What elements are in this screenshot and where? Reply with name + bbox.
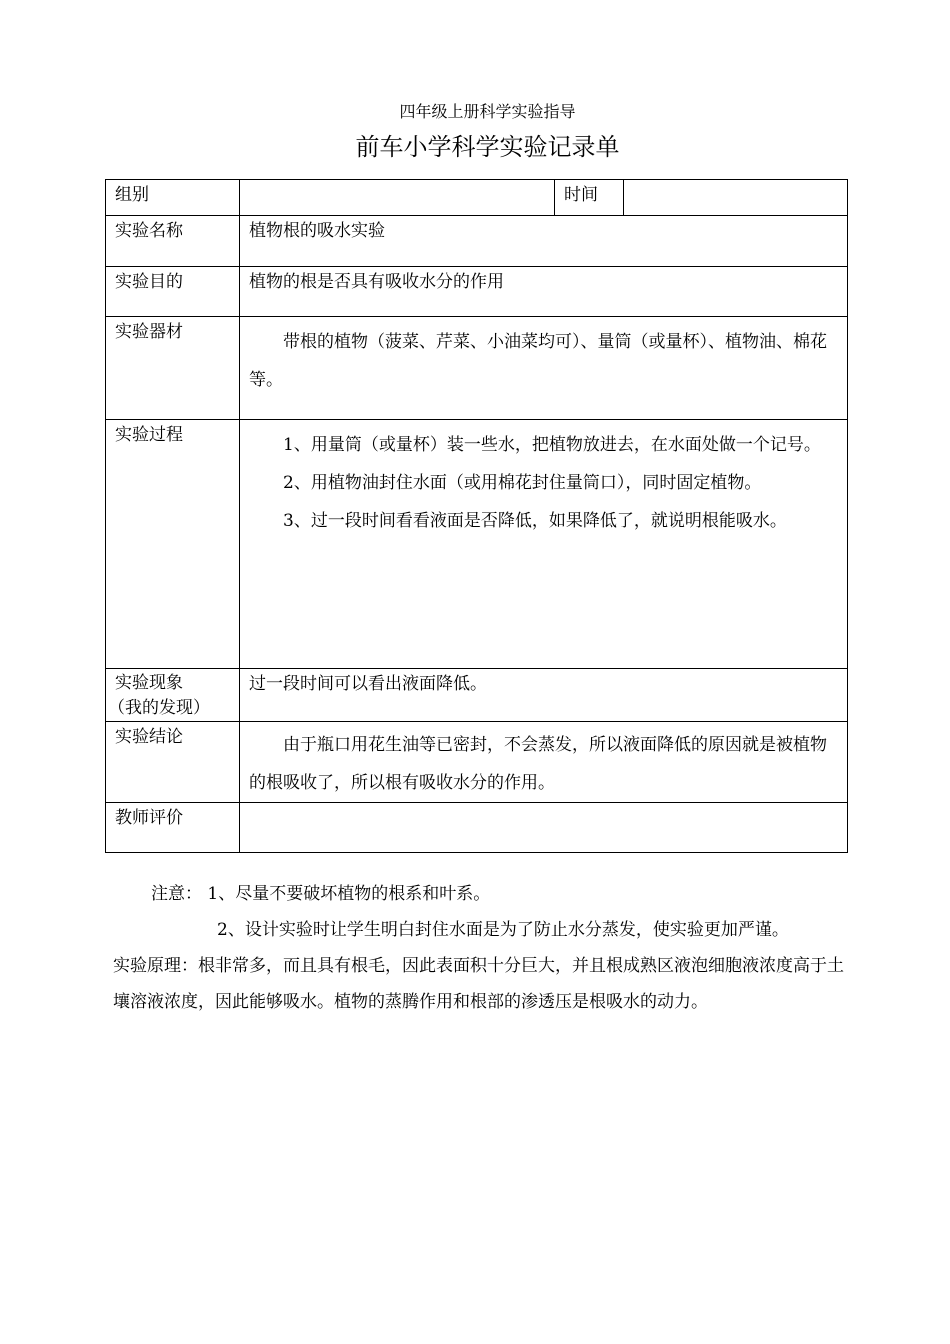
evaluation-label: 教师评价 — [106, 803, 240, 853]
materials-cell — [240, 317, 848, 420]
row-name — [106, 216, 848, 267]
phenomenon-label-line1: 实验现象 — [115, 673, 183, 693]
purpose-value: 植物的根是否具有吸收水分的作用 — [240, 267, 848, 317]
materials-label: 实验器材 — [106, 317, 240, 420]
group-label: 组别 — [106, 180, 240, 216]
row-evaluation — [106, 803, 848, 853]
name-value: 植物根的吸水实验 — [240, 216, 848, 267]
purpose-label: 实验目的 — [106, 267, 240, 317]
process-step: 1、用量筒（或量杯）装一些水，把植物放进去，在水面处做一个记号。 — [283, 435, 821, 455]
note-line-1: 注意： 1、尽量不要破坏植物的根系和叶系。 — [151, 884, 491, 904]
time-value — [624, 180, 848, 216]
conclusion-label: 实验结论 — [106, 722, 240, 803]
experiment-principle: 实验原理：根非常多，而且具有根毛，因此表面积十分巨大，并且根成熟区液泡细胞液浓度高于土壤溶液浓度，因此能够吸水。植物的蒸腾作用和根部的渗透压是根吸水的动力。 — [113, 956, 844, 1012]
row-phenomenon — [106, 669, 848, 722]
document-title: 前车小学科学实验记录单 — [355, 133, 620, 161]
time-label: 时间 — [555, 180, 624, 216]
phenomenon-value: 过一段时间可以看出液面降低。 — [240, 669, 848, 722]
process-label: 实验过程 — [106, 420, 240, 669]
process-step: 2、用植物油封住水面（或用棉花封住量筒口），同时固定植物。 — [283, 473, 762, 493]
process-step: 3、过一段时间看看液面是否降低，如果降低了，就说明根能吸水。 — [283, 511, 787, 531]
row-process — [106, 420, 848, 669]
row-conclusion — [106, 722, 848, 803]
notes-section — [113, 876, 858, 1020]
process-cell — [240, 420, 848, 669]
phenomenon-label — [106, 669, 240, 722]
name-label: 实验名称 — [106, 216, 240, 267]
row-group — [106, 180, 848, 216]
conclusion-cell — [240, 722, 848, 803]
document-subtitle: 四年级上册科学实验指导 — [399, 102, 576, 121]
materials-value: 带根的植物（菠菜、芹菜、小油菜均可）、量筒（或量杯）、植物油、棉花等。 — [249, 332, 827, 390]
conclusion-value: 由于瓶口用花生油等已密封，不会蒸发，所以液面降低的原因就是被植物的根吸收了，所以根有吸收水分的作用。 — [249, 735, 827, 793]
row-materials — [106, 317, 848, 420]
row-purpose — [106, 267, 848, 317]
group-value — [240, 180, 555, 216]
experiment-record-table — [105, 179, 848, 853]
evaluation-value — [240, 803, 848, 853]
phenomenon-label-line2: （我的发现） — [108, 698, 210, 718]
note-line-2: 2、设计实验时让学生明白封住水面是为了防止水分蒸发，使实验更加严谨。 — [217, 920, 789, 940]
